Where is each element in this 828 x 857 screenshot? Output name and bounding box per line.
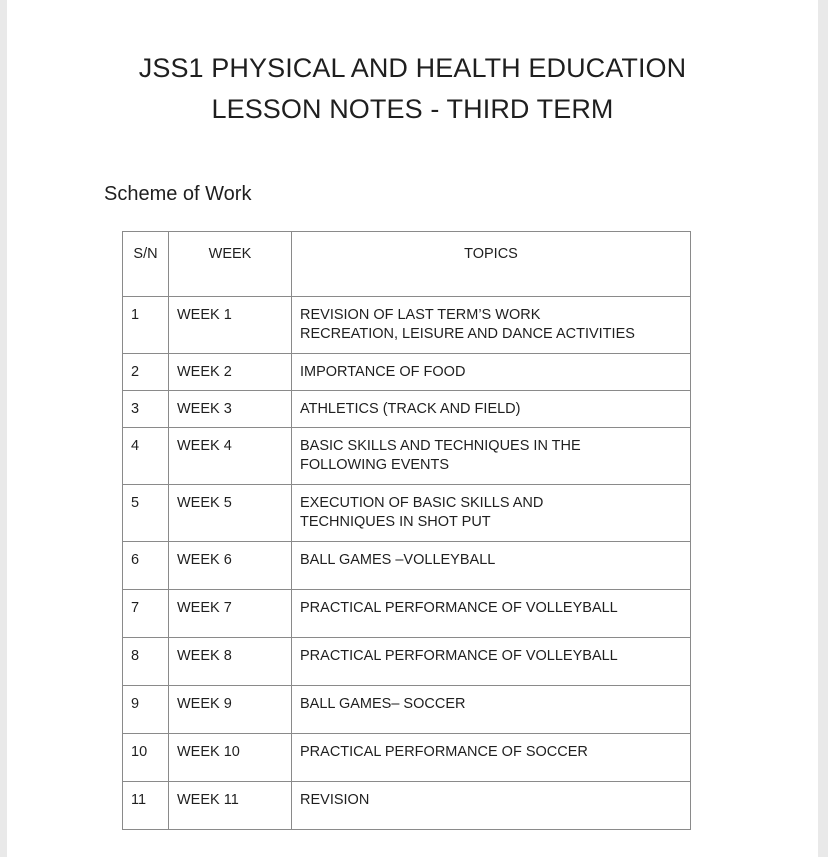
cell-week: WEEK 8 (169, 638, 292, 686)
cell-topics (292, 590, 691, 638)
table-header (123, 232, 691, 297)
cell-week: WEEK 1 (169, 297, 292, 354)
cell-topics (292, 638, 691, 686)
cell-sn: 8 (123, 638, 169, 686)
topic-line: REVISION (300, 792, 370, 808)
cell-week: WEEK 7 (169, 590, 292, 638)
topic-line: REVISION OF LAST TERM’S WORK (300, 307, 541, 323)
cell-sn: 9 (123, 686, 169, 734)
table-row (123, 734, 691, 782)
topic-line: BALL GAMES– SOCCER (300, 696, 466, 712)
table-row (123, 354, 691, 391)
cell-sn: 7 (123, 590, 169, 638)
cell-week: WEEK 10 (169, 734, 292, 782)
cell-sn: 1 (123, 297, 169, 354)
section-heading: Scheme of Work (104, 183, 252, 205)
cell-topics (292, 428, 691, 485)
cell-topics (292, 686, 691, 734)
cell-week: WEEK 3 (169, 391, 292, 428)
cell-sn: 2 (123, 354, 169, 391)
cell-topics (292, 542, 691, 590)
column-header-sn: S/N (123, 232, 169, 297)
topic-line: FOLLOWING EVENTS (300, 457, 450, 473)
table-row (123, 638, 691, 686)
topic-line: PRACTICAL PERFORMANCE OF VOLLEYBALL (300, 648, 618, 664)
cell-topics (292, 734, 691, 782)
cell-sn: 6 (123, 542, 169, 590)
table-row (123, 391, 691, 428)
document-page (7, 0, 818, 857)
cell-topics (292, 391, 691, 428)
column-header-week: WEEK (169, 232, 292, 297)
topic-line: EXECUTION OF BASIC SKILLS AND (300, 495, 544, 511)
cell-week: WEEK 5 (169, 485, 292, 542)
cell-topics (292, 354, 691, 391)
scheme-of-work-table (122, 231, 691, 830)
table-header-row (123, 232, 691, 297)
cell-sn: 10 (123, 734, 169, 782)
page-title-line-2: LESSON NOTES - THIRD TERM (211, 94, 614, 124)
table-row (123, 428, 691, 485)
table-row (123, 686, 691, 734)
table-row (123, 782, 691, 830)
topic-line: RECREATION, LEISURE AND DANCE ACTIVITIES (300, 326, 635, 342)
table-row (123, 485, 691, 542)
cell-topics (292, 782, 691, 830)
topic-line: BASIC SKILLS AND TECHNIQUES IN THE (300, 438, 581, 454)
cell-sn: 5 (123, 485, 169, 542)
cell-week: WEEK 11 (169, 782, 292, 830)
cell-week: WEEK 2 (169, 354, 292, 391)
topic-line: PRACTICAL PERFORMANCE OF SOCCER (300, 744, 588, 760)
table-row (123, 590, 691, 638)
cell-sn: 4 (123, 428, 169, 485)
cell-topics (292, 297, 691, 354)
column-header-topics: TOPICS (292, 232, 691, 297)
table-row (123, 542, 691, 590)
cell-week: WEEK 4 (169, 428, 292, 485)
topic-line: ATHLETICS (TRACK AND FIELD) (300, 401, 521, 417)
cell-sn: 11 (123, 782, 169, 830)
topic-line: BALL GAMES –VOLLEYBALL (300, 552, 496, 568)
cell-topics (292, 485, 691, 542)
cell-sn: 3 (123, 391, 169, 428)
page-title-line-1: JSS1 PHYSICAL AND HEALTH EDUCATION (138, 53, 687, 83)
topic-line: IMPORTANCE OF FOOD (300, 364, 466, 380)
page-title (7, 48, 818, 130)
table-body (123, 297, 691, 830)
cell-week: WEEK 9 (169, 686, 292, 734)
table-row (123, 297, 691, 354)
topic-line: TECHNIQUES IN SHOT PUT (300, 514, 491, 530)
topic-line: PRACTICAL PERFORMANCE OF VOLLEYBALL (300, 600, 618, 616)
cell-week: WEEK 6 (169, 542, 292, 590)
